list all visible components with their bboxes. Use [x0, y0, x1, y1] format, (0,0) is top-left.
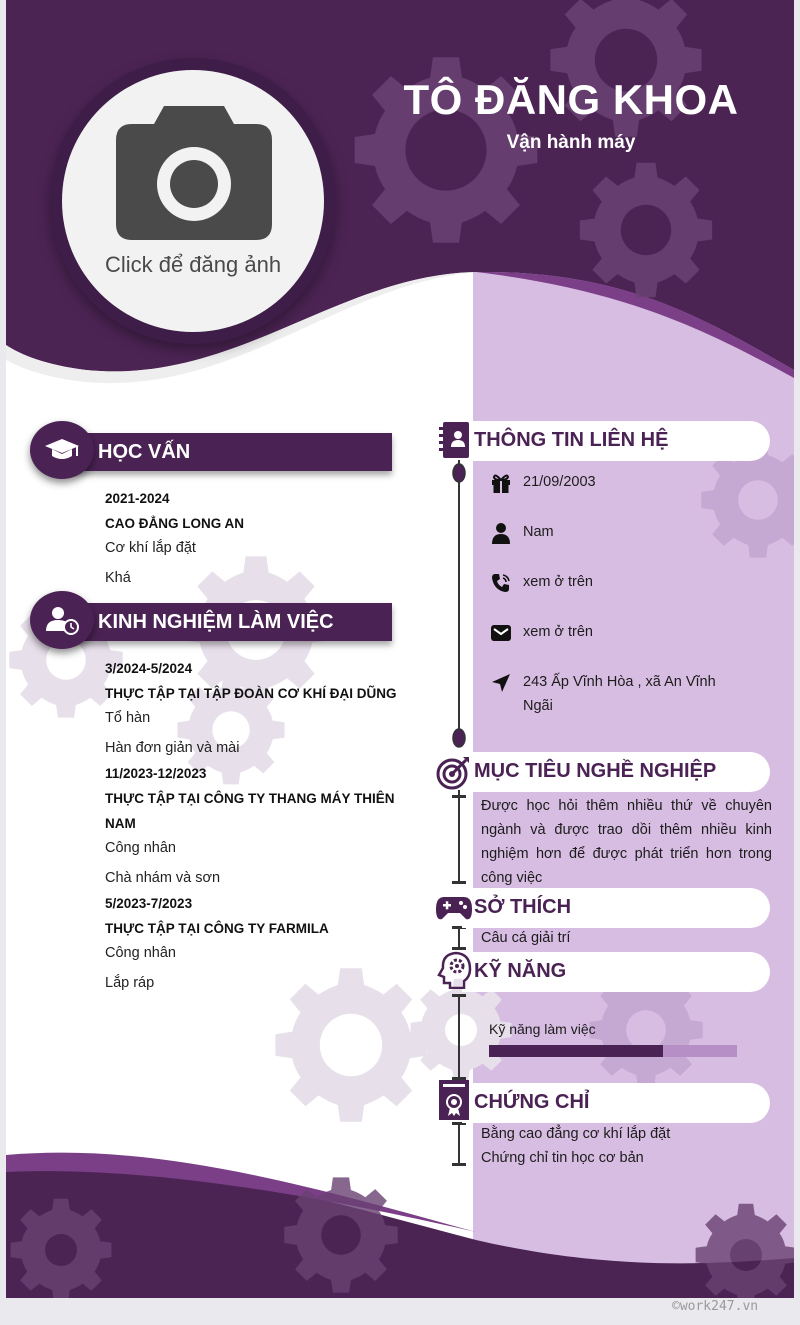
- skill-level-bar: [489, 1045, 737, 1057]
- skill-name: Kỹ năng làm việc: [489, 1021, 596, 1037]
- hobby-text: Câu cá giải trí: [481, 930, 571, 946]
- job-position: Tổ hàn: [105, 710, 151, 726]
- graduation-cap-icon: [30, 421, 94, 479]
- contact-title: THÔNG TIN LIÊN HỆ: [474, 429, 669, 451]
- certificates-title: CHỨNG CHỈ: [474, 1091, 590, 1113]
- job-description: Chà nhám và sơn: [105, 870, 221, 886]
- objective-line: nghiệm hơn để được phát triển hơn trong: [481, 846, 772, 862]
- certificate-item: Bằng cao đẳng cơ khí lắp đặt: [481, 1126, 671, 1142]
- location-arrow-icon: [490, 672, 512, 694]
- contact-address-line2: Ngãi: [523, 698, 553, 714]
- job-period: 5/2023-7/2023: [105, 896, 193, 911]
- skill-level-fill: [489, 1045, 663, 1057]
- target-icon: [436, 752, 472, 792]
- objective-header: [462, 752, 770, 792]
- skills-title: KỸ NĂNG: [474, 960, 567, 982]
- job-company: THỰC TẬP TẠI CÔNG TY THANG MÁY THIÊN: [105, 791, 395, 806]
- job-period: 3/2024-5/2024: [105, 661, 193, 676]
- objective-line: công việc: [481, 870, 543, 886]
- cv-page: [6, 0, 794, 1298]
- objective-line: ngành và được trao dồi thêm nhiều kinh: [481, 822, 772, 838]
- job-position: Công nhân: [105, 840, 176, 856]
- hobbies-title: SỞ THÍCH: [474, 896, 572, 918]
- job-period: 11/2023-12/2023: [105, 766, 207, 781]
- education-school: CAO ĐẲNG LONG AN: [105, 516, 244, 531]
- candidate-name: TÔ ĐĂNG KHOA: [403, 76, 739, 123]
- contact-gender: Nam: [523, 524, 554, 540]
- camera-icon: [116, 106, 272, 242]
- watermark: ©work247.vn: [672, 1299, 759, 1314]
- brain-gear-icon: [436, 950, 472, 990]
- hobbies-header: [462, 888, 770, 928]
- contact-address: 243 Ấp Vĩnh Hòa , xã An Vĩnh: [523, 674, 716, 690]
- education-major: Cơ khí lắp đặt: [105, 540, 196, 556]
- job-company-line2: NAM: [105, 816, 136, 831]
- skills-header: [462, 952, 770, 992]
- job-title: Vận hành máy: [506, 132, 636, 153]
- gift-icon: [490, 472, 512, 494]
- experience-title: KINH NGHIỆM LÀM VIỆC: [98, 611, 334, 633]
- email-icon: [490, 622, 512, 644]
- contact-birthday: 21/09/2003: [523, 474, 596, 490]
- job-company: THỰC TẬP TẠI CÔNG TY FARMILA: [105, 921, 329, 936]
- job-position: Công nhân: [105, 945, 176, 961]
- certificate-item: Chứng chỉ tin học cơ bản: [481, 1150, 644, 1166]
- phone-icon: [490, 572, 512, 594]
- photo-caption: Click để đăng ảnh: [104, 252, 282, 277]
- objective-title: MỤC TIÊU NGHỀ NGHIỆP: [474, 760, 717, 782]
- job-description: Hàn đơn giản và mài: [105, 740, 240, 756]
- education-header: [30, 421, 396, 479]
- education-grade: Khá: [105, 570, 131, 586]
- objective-line: Được học hỏi thêm nhiều thứ về chuyên: [481, 798, 772, 814]
- employee-clock-icon: [30, 591, 94, 649]
- contact-email: xem ở trên: [523, 624, 593, 640]
- job-description: Lắp ráp: [105, 975, 155, 991]
- contact-book-icon: [436, 420, 472, 460]
- contact-phone: xem ở trên: [523, 574, 593, 590]
- certificates-header: [462, 1083, 770, 1123]
- certificate-icon: [436, 1080, 472, 1120]
- gamepad-icon: [436, 888, 472, 928]
- contact-header: [462, 421, 770, 461]
- education-title: HỌC VẤN: [98, 441, 191, 463]
- experience-header: [30, 591, 396, 649]
- person-icon: [490, 522, 512, 544]
- photo-upload-button[interactable]: [62, 70, 324, 332]
- education-period: 2021-2024: [105, 491, 170, 506]
- job-company: THỰC TẬP TẠI TẬP ĐOÀN CƠ KHÍ ĐẠI DŨNG: [105, 686, 397, 701]
